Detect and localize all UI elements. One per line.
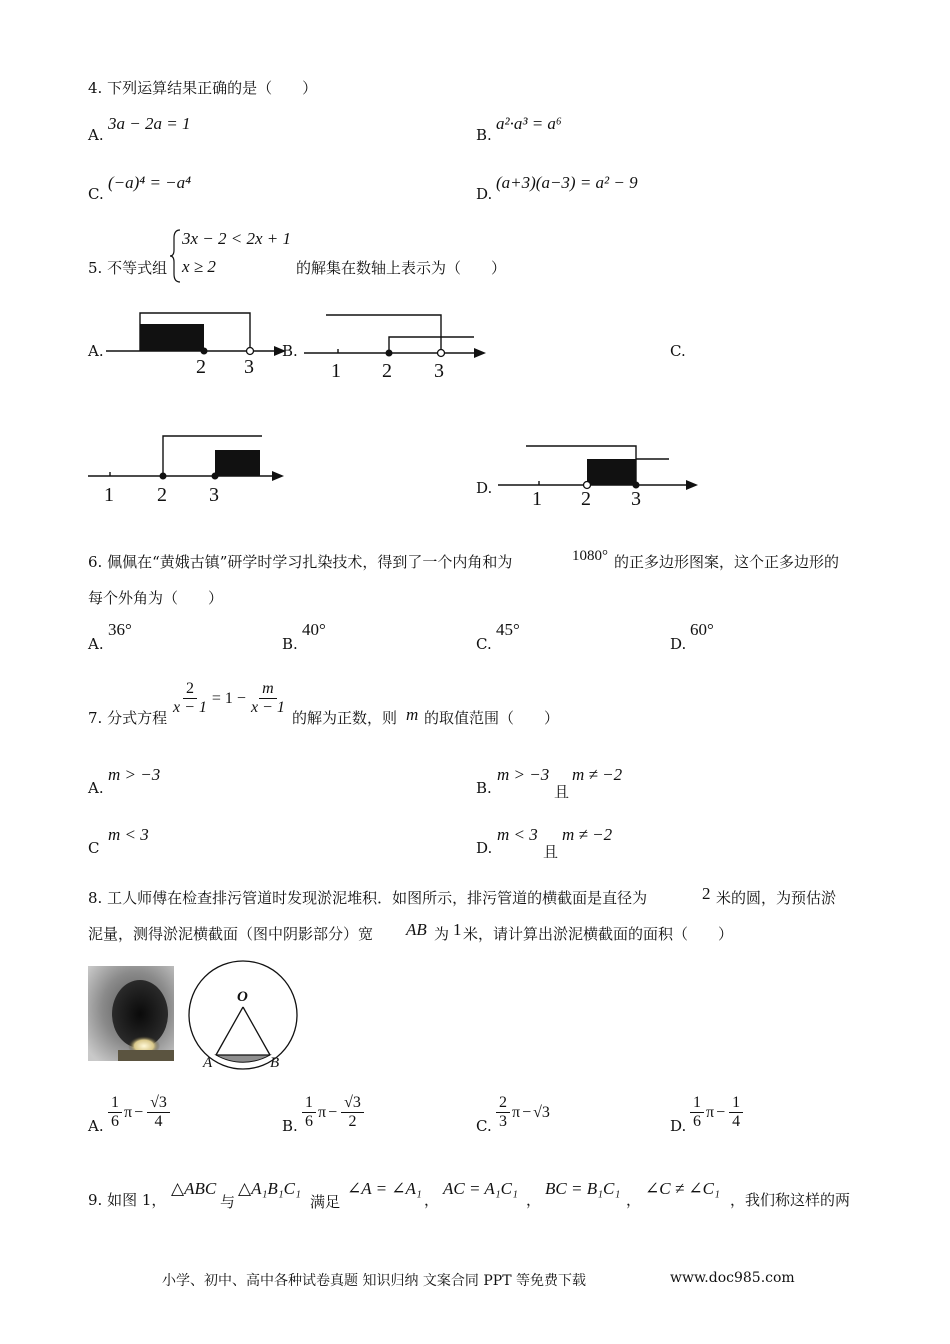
q8-option-d-expr <box>688 1094 745 1132</box>
q5-number-line-b <box>298 305 493 365</box>
q8-c-frac1 <box>496 1094 510 1132</box>
q7-option-d-expr2: m ≠ −2 <box>562 825 613 844</box>
q7-option-a-expr: m > −3 <box>108 765 161 784</box>
q8-option-c-expr <box>494 1094 550 1132</box>
q7-fraction-2-den: x − 1 <box>250 699 285 717</box>
q8-b-frac1-den: 6 <box>305 1113 313 1131</box>
q8-d-minus: − <box>716 1103 726 1121</box>
q8-c-frac1-num: 2 <box>496 1094 510 1113</box>
q5-number-line-c <box>84 430 296 490</box>
q8-line2-mid: 为 <box>434 925 450 943</box>
q5-c-tick-2: 2 <box>157 484 167 506</box>
q8-option-c-label: C. <box>476 1117 492 1135</box>
q9-triangle-2: △A₁B₁C₁ <box>238 1179 301 1198</box>
q4-option-d-label: D. <box>476 185 493 203</box>
q5-d-tick-1: 1 <box>532 488 542 510</box>
q8-c-frac1-den: 3 <box>499 1113 507 1131</box>
q8-b-minus: − <box>328 1103 338 1121</box>
q8-b-pi: π <box>318 1103 327 1121</box>
q8-d-frac1-den: 6 <box>693 1113 701 1131</box>
q5-option-a-label: A. <box>88 342 104 360</box>
q9-satisfy: 满足 <box>310 1193 341 1211</box>
q8-line1-suffix: 米的圆，为预估淤 <box>716 889 837 907</box>
q4-option-b-label: B. <box>476 126 492 144</box>
q5-b-tick-1: 1 <box>331 360 341 382</box>
q7-option-c-expr: m < 3 <box>108 825 149 844</box>
q8-a-frac2 <box>147 1094 170 1132</box>
q8-option-a-label: A. <box>88 1117 104 1135</box>
q5-stem-suffix: 的解集在数轴上表示为（ ） <box>296 259 507 277</box>
q8-d-pi: π <box>706 1103 715 1121</box>
q7-option-b-label: B. <box>476 779 492 797</box>
q5-inequality-2: x ≥ 2 <box>182 257 216 276</box>
q9-condition-3: BC = B₁C₁ <box>545 1179 621 1198</box>
q7-equation-mid: = 1 − <box>211 689 246 707</box>
q6-angle-sum: 1080° <box>572 548 608 564</box>
q8-a-frac1-den: 6 <box>111 1113 119 1131</box>
q7-equation <box>168 680 290 718</box>
q6-option-c-value: 45° <box>496 620 520 639</box>
q8-d-frac2-num: 1 <box>729 1094 743 1113</box>
footer-text: 小学、初中、高中各种试卷真题 知识归纳 文案合同 PPT 等免费下载 <box>162 1273 586 1289</box>
q7-option-b-expr2: m ≠ −2 <box>572 765 623 784</box>
q8-d-frac1-num: 1 <box>690 1094 704 1113</box>
q8-a-frac1-num: 1 <box>108 1094 122 1113</box>
q9-comma-3: ， <box>626 1191 642 1209</box>
q5-number-line-d <box>494 440 706 495</box>
q4-option-b-expr: a²·a³ = a⁶ <box>496 114 562 133</box>
q5-inequality-1: 3x − 2 < 2x + 1 <box>182 229 292 248</box>
q8-option-b-label: B. <box>282 1117 298 1135</box>
q8-circle-diagram <box>184 960 302 1070</box>
q8-label-a: A <box>203 1055 213 1071</box>
q6-option-d-value: 60° <box>690 620 714 639</box>
q7-stem-suffix: 的取值范围（ ） <box>424 709 560 727</box>
q9-condition-4: ∠C ≠ ∠C₁ <box>645 1179 720 1198</box>
q4-option-a-label: A. <box>88 126 104 144</box>
q7-fraction-2-num: m <box>259 680 277 699</box>
q4-option-a-expr: 3a − 2a = 1 <box>108 114 191 133</box>
q8-a-frac2-num: √3 <box>147 1094 170 1113</box>
q9-condition-1: ∠A = ∠A₁ <box>347 1179 422 1198</box>
pipe-photo <box>88 966 174 1061</box>
q8-b-frac2-num: √3 <box>341 1094 364 1113</box>
q7-fraction-1-den: x − 1 <box>173 699 207 717</box>
q5-b-tick-2: 2 <box>382 360 392 382</box>
q8-width: 1 <box>453 920 462 939</box>
q8-label-o: O <box>237 989 248 1005</box>
q8-line2-suffix: 米，请计算出淤泥横截面的面积（ ） <box>463 925 734 943</box>
q5-b-tick-3: 3 <box>434 360 444 382</box>
q7-fraction-1 <box>170 680 210 718</box>
q5-brace <box>168 228 182 284</box>
q5-c-tick-1: 1 <box>104 484 114 506</box>
q4-option-c-expr: (−a)⁴ = −a⁴ <box>108 173 192 192</box>
q6-option-d-label: D. <box>670 635 687 653</box>
q4-option-c-label: C. <box>88 185 104 203</box>
q6-option-b-value: 40° <box>302 620 326 639</box>
q9-suffix: ，我们称这样的两 <box>730 1191 851 1209</box>
q8-label-b: B <box>270 1055 280 1071</box>
q7-stem-mid: 的解为正数，则 <box>292 709 398 727</box>
q8-c-tail: √3 <box>533 1103 550 1121</box>
q8-b-frac2 <box>341 1094 364 1132</box>
q7-fraction-2 <box>248 680 288 718</box>
q7-option-d-label: D. <box>476 839 493 857</box>
q8-a-frac1 <box>108 1094 122 1132</box>
q9-triangle-1: △ABC <box>171 1179 217 1198</box>
q8-line2-prefix: 泥量，测得淤泥横截面（图中阴影部分）宽 <box>88 925 374 943</box>
q7-option-a-label: A. <box>88 779 104 797</box>
q5-option-b-label: B. <box>282 342 298 360</box>
q7-option-b-expr1: m > −3 <box>497 765 550 784</box>
q6-option-c-label: C. <box>476 635 492 653</box>
q8-a-pi: π <box>124 1103 133 1121</box>
q6-option-a-value: 36° <box>108 620 132 639</box>
q5-stem-prefix: 5. 不等式组 <box>88 259 168 277</box>
q8-c-minus: − <box>522 1103 532 1121</box>
q7-stem-prefix: 7. 分式方程 <box>88 709 168 727</box>
q8-d-frac2 <box>729 1094 743 1132</box>
q6-line2: 每个外角为（ ） <box>88 589 224 607</box>
q8-diameter: 2 <box>702 884 711 903</box>
q7-option-b-and: 且 <box>554 783 570 801</box>
q5-option-c-label: C. <box>670 342 686 360</box>
q9-condition-2: AC = A₁C₁ <box>443 1179 518 1198</box>
q8-d-frac1 <box>690 1094 704 1132</box>
q4-option-d-expr: (a+3)(a−3) = a² − 9 <box>496 173 638 192</box>
q8-a-minus: − <box>134 1103 144 1121</box>
q5-d-tick-3: 3 <box>631 488 641 510</box>
q8-b-frac1-num: 1 <box>302 1094 316 1113</box>
q8-option-a-expr <box>106 1094 172 1132</box>
q8-d-frac2-den: 4 <box>732 1113 741 1131</box>
q6-option-b-label: B. <box>282 635 298 653</box>
q8-b-frac1 <box>302 1094 316 1132</box>
footer-url[interactable]: www.doc985.com <box>670 1270 795 1286</box>
q4-stem: 4. 下列运算结果正确的是（ ） <box>88 79 318 97</box>
q7-variable-m: m <box>406 705 419 724</box>
q5-c-tick-3: 3 <box>209 484 219 506</box>
q9-comma-2: ， <box>526 1191 542 1209</box>
q8-b-frac2-den: 2 <box>348 1113 357 1131</box>
q8-c-pi: π <box>512 1103 521 1121</box>
q5-option-d-label: D. <box>476 479 493 497</box>
q9-with: 与 <box>220 1193 236 1211</box>
q8-option-b-expr <box>300 1094 366 1132</box>
q5-a-tick-3: 3 <box>244 356 254 378</box>
q6-option-a-label: A. <box>88 635 104 653</box>
q8-line1-prefix: 8. 工人师傅在检查排污管道时发现淤泥堆积．如图所示，排污管道的横截面是直径为 <box>88 889 648 907</box>
q7-option-d-expr1: m < 3 <box>497 825 538 844</box>
q9-comma-1: ， <box>424 1191 440 1209</box>
q6-line1-suffix: 的正多边形图案，这个正多边形的 <box>614 553 840 571</box>
q7-option-c-label: C <box>88 839 100 857</box>
q5-a-tick-2: 2 <box>196 356 206 378</box>
q8-segment-ab: AB <box>406 920 427 939</box>
q8-option-d-label: D. <box>670 1117 687 1135</box>
q5-number-line-a <box>100 300 290 385</box>
q7-fraction-1-num: 2 <box>183 680 197 699</box>
q8-a-frac2-den: 4 <box>154 1113 163 1131</box>
q5-d-tick-2: 2 <box>581 488 591 510</box>
q9-prefix: 9. 如图 1， <box>88 1191 167 1209</box>
q6-line1-prefix: 6. 佩佩在“黄娥古镇”研学时学习扎染技术，得到了一个内角和为 <box>88 553 513 571</box>
q7-option-d-and: 且 <box>543 843 559 861</box>
